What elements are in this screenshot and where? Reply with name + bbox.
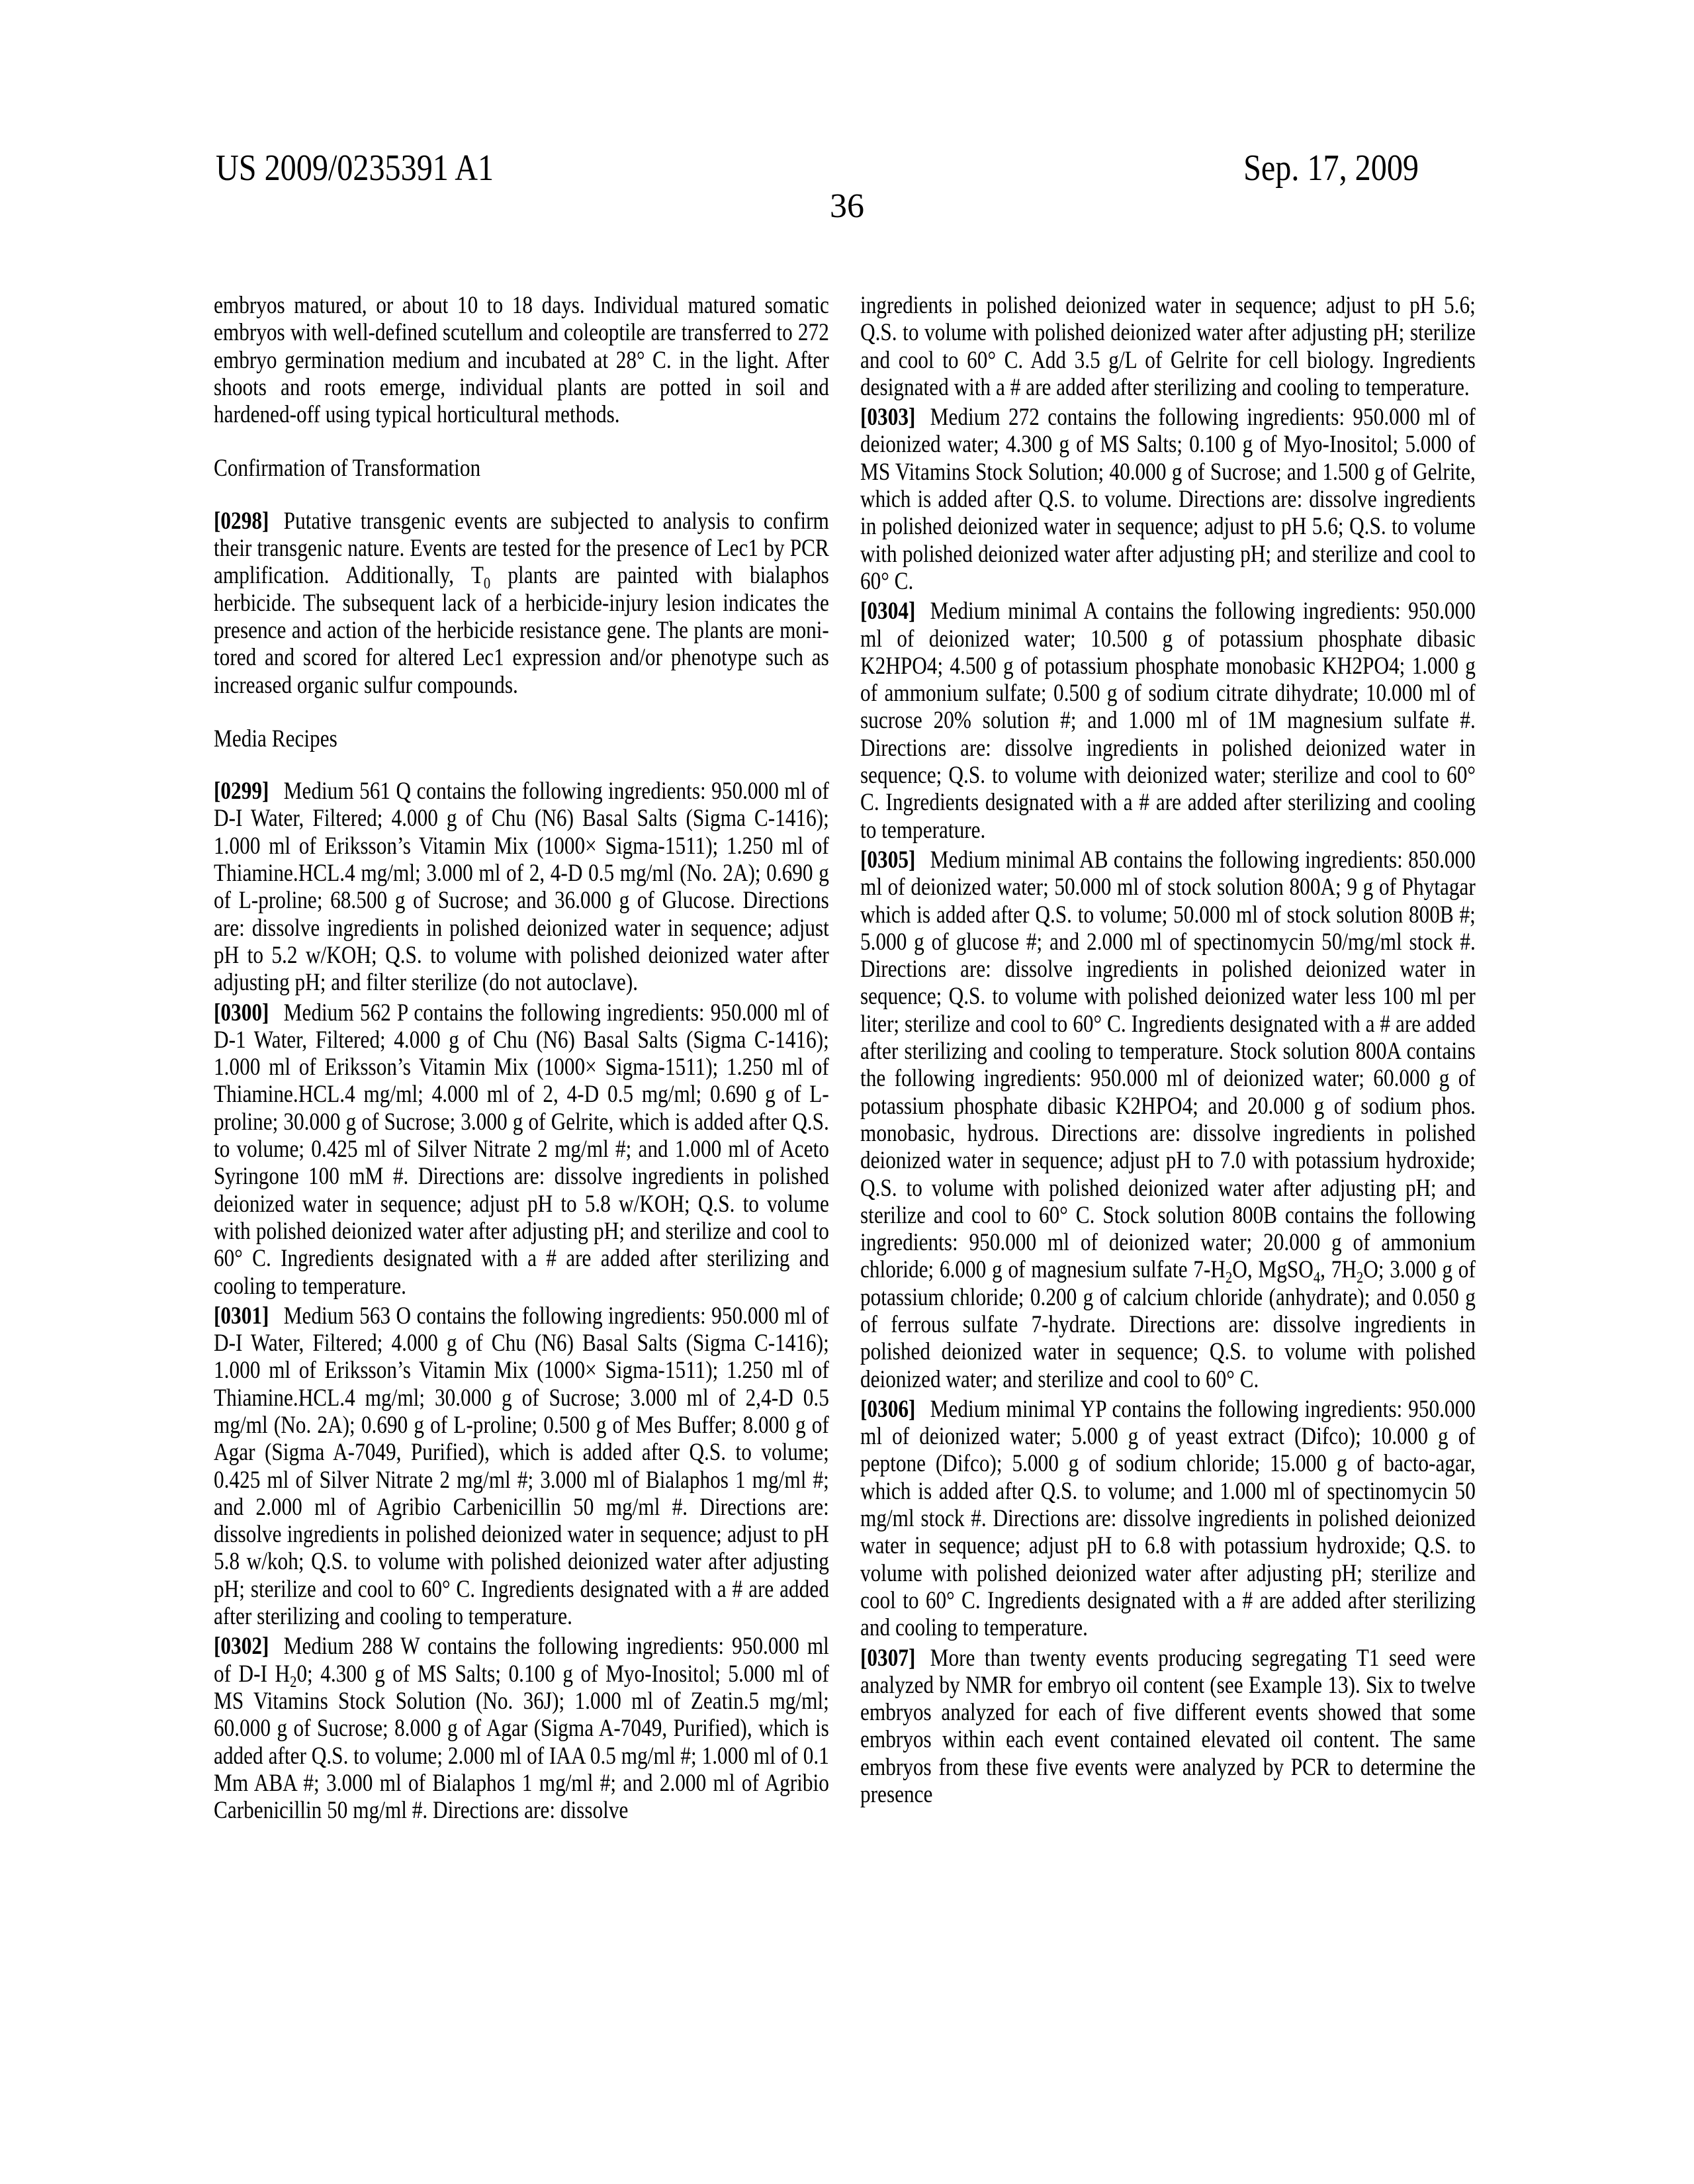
paragraph-text: , 7H (1320, 1255, 1357, 1283)
paragraph-text: Medium 561 Q contains the following ingredients: 950.000 ml of D-I Water, Filtered; 4.000 g of Chu (N6) Basal Salts (Sigma C-1416); 1.000 ml of Eriksson’s Vitamin Mix (1000× Sigma-1511); 1.250 ml of Thiamine.HCL.4 mg/ml; 3.000 ml of 2, 4-D 0.5 mg/ml (No. 2A); 0.690 g of L-proline; 68.500 g of Sucrose; and 36.000 g of Glucose. Directions are: dissolve ingredients in polished deionized water in sequence; adjust pH to 5.2 w/KOH; Q.S. to volume with polished deionized water after adjusting pH; and filter sterilize (do not autoclave). (214, 777, 829, 996)
paragraph-text: O; 3.000 g of potassium chloride; 0.200 g of calcium chloride (anhydrate); and 0.050 g of ferrous sulfate 7-hydrate. Directions are: dissolve ingredients in polished deionized water in sequence; Q.S. to volume with polished deionized water; and sterilize and cool to 60° C. (860, 1255, 1476, 1392)
paragraph-text: Medium minimal AB contains the following ingredients: 850.000 ml of deionized water; 50.000 ml of stock solution 800A; 9 g of Phytagar which is added after Q.S. to volume; 50.000 ml of stock solution 800B #; 5.000 g of glucose #; and 2.000 ml of spectinomycin 50/mg/ml stock #. Directions are: dissolve ingredients in polished deionized water in sequence; Q.S. to volume with polished deionized water less 100 ml per liter; sterilize and cool to 60° C. Ingredients designated with a # are added after sterilizing and cooling to temperature. Stock solution 800A contains the following ingredients: 950.000 ml of deionized water; 60.000 g of potassium phosphate dibasic K2HPO4; and 20.000 g of sodium phos. monobasic, hydrous. Directions are: dissolve ingredients in polished deionized water in sequence; adjust pH to 7.0 with potassium hydroxide; Q.S. to volume with polished deionized water after adjusting pH; and sterilize and cool to 60° C. Stock solution 800B contains the following ingredients: 950.000 ml of deionized water; 20.000 g of ammonium chloride; 6.000 g of magnesium sulfate 7-H (860, 845, 1476, 1283)
paragraph-number: [0307] (860, 1643, 916, 1671)
paragraph-text: O, MgSO (1232, 1255, 1314, 1283)
paragraph-0305 (860, 846, 1476, 1392)
right-column (860, 291, 1476, 1807)
paragraph-text: Putative transgenic events are subjected to analysis to confirm their transgenic nature. Events are tested for the presence of Lec1 by PCR amplification. Additionally, T (214, 506, 829, 589)
continuation-paragraph: ingredients in polished deionized water in sequence; adjust to pH 5.6; Q.S. to volume with polished deionized water after adjusting pH; sterilize and cool to 60° C. Add 3.5 g/L of Gelrite for cell biology. Ingredients designated with a # are added after sterilizing and cooling to temperature. (860, 291, 1476, 400)
continuation-paragraph: embryos matured, or about 10 to 18 days. Individual matured somatic embryos with well-defined scutellum and coleoptile are transferred to 272 embryo germination medium and incubated at 28° C. in the light. After shoots and roots emerge, individual plants are potted in soil and hardened-off using typical horticultural methods. (214, 291, 829, 428)
subscript: 2 (1225, 1269, 1233, 1287)
paragraph-text: Medium 563 O contains the following ingredients: 950.000 ml of D-I Water, Filtered; 4.000 g of Chu (N6) Basal Salts (Sigma C-1416); 1.000 ml of Eriksson’s Vitamin Mix (1000× Sigma-1511); 1.250 ml of Thiamine.HCL.4 mg/ml; 30.000 g of Sucrose; 3.000 ml of 2,4-D 0.5 mg/ml (No. 2A); 0.690 g of L-proline; 0.500 g of Mes Buffer; 8.000 g of Agar (Sigma A-7049, Purified), which is added after Q.S. to volume; 0.425 ml of Silver Nitrate 2 mg/ml #; 3.000 ml of Bialaphos 1 mg/ml #; and 2.000 ml of Agribio Carbenicillin 50 mg/ml #. Directions are: dissolve ingredients in polished deionized water in sequence; adjust to pH 5.8 w/koh; Q.S. to volume with polished deionized water after adjusting pH; sterilize and cool to 60° C. Ingredients designated with a # are added after sterilizing and cooling to temperature. (214, 1301, 829, 1630)
publication-date: Sep. 17, 2009 (1243, 148, 1419, 189)
publication-number: US 2009/0235391 A1 (216, 148, 494, 189)
subscript: 4 (1313, 1269, 1321, 1287)
paragraph-number: [0301] (214, 1301, 269, 1329)
paragraph-0299 (214, 777, 829, 995)
paragraph-text: Medium 272 contains the following ingredients: 950.000 ml of deionized water; 4.300 g of MS Salts; 0.100 g of Myo-Inositol; 5.000 of MS Vitamins Stock Solution; 40.000 g of Sucrose; and 1.500 g of Gelrite, which is added after Q.S. to volume. Directions are: dissolve ingredients in polished deionized water in sequence; adjust to pH 5.6; Q.S. to volume with polished deionized water after adjusting pH; and sterilize and cool to 60° C. (860, 403, 1476, 594)
paragraph-0300 (214, 999, 829, 1299)
paragraph-number: [0302] (214, 1632, 269, 1660)
paragraph-number: [0304] (860, 597, 916, 625)
subscript: 2 (290, 1673, 297, 1691)
paragraph-0298 (214, 507, 829, 698)
paragraph-0307 (860, 1644, 1476, 1808)
subscript: 0 (483, 575, 491, 593)
paragraph-number: [0300] (214, 998, 269, 1026)
subscript: 2 (1356, 1269, 1364, 1287)
paragraph-0301 (214, 1302, 829, 1630)
paragraph-text: Medium minimal YP contains the following ingredients: 950.000 ml of deionized water; 5.000 g of yeast extract (Difco); 10.000 g of peptone (Difco); 5.000 g of sodium chloride; 15.000 g of bacto-agar, which is added after Q.S. to volume; and 1.000 ml of spectinomycin 50 mg/ml stock #. Directions are: dissolve ingredients in polished deionized water in sequence; adjust pH to 6.8 with potassium hydroxide; Q.S. to volume with polished deionized water after adjusting pH; sterilize and cool to 60° C. Ingredients designated with a # are added after sterilizing and cooling to temperature. (860, 1394, 1476, 1641)
paragraph-number: [0306] (860, 1394, 916, 1422)
paragraph-0303 (860, 403, 1476, 594)
paragraph-text: plants are painted with bialaphos herbicide. The subsequent lack of a herbicide-injury lesion indicates the presence and action of the herbicide resistance gene. The plants are monitored and scored for altered Lec1 expression and/or phenotype such as increased organic sulfur compounds. (214, 561, 829, 698)
paragraph-number: [0298] (214, 506, 269, 534)
paragraph-text: Medium 562 P contains the following ingredients: 950.000 ml of D-1 Water, Filtered; 4.000 g of Chu (N6) Basal Salts (Sigma C-1416); 1.000 ml of Eriksson’s Vitamin Mix (1000× Sigma-1511); 1.250 ml of Thiamine.HCL.4 mg/ml; 4.000 ml of 2, 4-D 0.5 mg/ml; 0.690 g of L-proline; 30.000 g of Sucrose; 3.000 g of Gelrite, which is added after Q.S. to volume; 0.425 ml of Silver Nitrate 2 mg/ml #; and 1.000 ml of Aceto Syringone 100 mM #. Directions are: dissolve ingredients in polished deionized water in sequence; adjust pH to 5.8 w/KOH; Q.S. to volume with polished deionized water after adjusting pH; and sterilize and cool to 60° C. Ingredients designated with a # are added after sterilizing and cooling to temperature. (214, 998, 829, 1299)
section-heading-confirmation: Confirmation of Transformation (214, 454, 481, 482)
paragraph-0302 (214, 1632, 829, 1823)
left-column (214, 291, 829, 1823)
paragraph-number: [0299] (214, 777, 269, 805)
paragraph-number: [0305] (860, 845, 916, 873)
paragraph-number: [0303] (860, 403, 916, 431)
paragraph-text: Medium 288 W contains the following ingredients: 950.000 ml of D-I H (214, 1632, 829, 1687)
paragraph-0304 (860, 597, 1476, 843)
paragraph-0306 (860, 1395, 1476, 1641)
paragraph-text: Medium minimal A contains the following ingredients: 950.000 ml of deionized water; 10.500 g of potassium phosphate dibasic K2HPO4; 4.500 g of potassium phosphate monobasic KH2PO4; 1.000 g of ammonium sulfate; 0.500 g of sodium citrate dihydrate; 10.000 ml of sucrose 20% solution #; and 1.000 ml of 1M magnesium sulfate #. Directions are: dissolve ingredients in polished deionized water in sequence; Q.S. to volume with deionized water; sterilize and cool to 60° C. Ingredients designated with a # are added after sterilizing and cooling to temperature. (860, 597, 1476, 843)
section-heading-media-recipes: Media Recipes (214, 724, 337, 752)
paragraph-text: More than twenty events producing segregating T1 seed were analyzed by NMR for embryo oil content (see Example 13). Six to twelve embryos analyzed for each of five different events showed that some embryos within each event contained elevated oil content. The same embryos from these five events were analyzed by PCR to determine the presence (860, 1643, 1476, 1808)
paragraph-text: 0; 4.300 g of MS Salts; 0.100 g of Myo-Inositol; 5.000 ml of MS Vitamins Stock Solution (No. 36J); 1.000 ml of Zeatin.5 mg/ml; 60.000 g of Sucrose; 8.000 g of Agar (Sigma A-7049, Purified), which is added after Q.S. to volume; 2.000 ml of IAA 0.5 mg/ml #; 1.000 ml of 0.1 Mm ABA #; 3.000 ml of Bialaphos 1 mg/ml #; and 2.000 ml of Agribio Carbenicillin 50 mg/ml #. Directions are: dissolve (214, 1659, 829, 1824)
page-number: 36 (830, 187, 864, 225)
